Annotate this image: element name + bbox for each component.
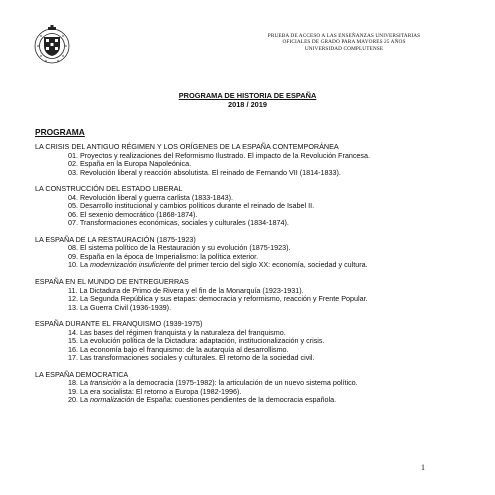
item-text: 20. La — [68, 395, 90, 405]
title-year: 2018 / 2019 — [227, 100, 268, 109]
item-text: 13. La Guerra Civil (1936-1939). — [68, 302, 172, 312]
item-text: 09. España en la época de Imperialismo: la política exterior. — [68, 251, 259, 261]
item-emphasis: modernización insuficiente — [89, 260, 175, 270]
item-text: de España: cuestiones pendientes de la democracia española. — [134, 395, 337, 405]
section-title: LA ESPAÑA DEMOCRATICA — [35, 369, 129, 379]
syllabus-item — [35, 304, 475, 313]
syllabus-item — [35, 354, 475, 363]
syllabus-section — [35, 371, 475, 405]
header-line: UNIVERSIDAD COMPLUTENSE — [304, 45, 384, 52]
section-title: ESPAÑA EN EL MUNDO DE ENTREGUERRAS — [35, 277, 189, 287]
syllabus-section — [35, 278, 475, 312]
item-text: 01. Proyectos y realizaciones del Reformismo Ilustrado. El impacto de la Revolución Francesa. — [68, 150, 371, 160]
syllabus-section — [35, 185, 475, 228]
item-emphasis: transición — [89, 378, 121, 388]
institution-header — [229, 33, 459, 52]
syllabus-section — [35, 143, 475, 177]
header-line: PRUEBA DE ACCESO A LAS ENSEÑANZAS UNIVERSITARIAS — [267, 33, 421, 39]
title-line: PROGRAMA DE HISTORIA DE ESPAÑA — [178, 91, 317, 100]
item-text: del primer tercio del siglo XX: economía, sociedad y cultura. — [174, 260, 368, 270]
item-text: 10. La — [68, 260, 90, 270]
item-text: 03. Revolución liberal y reacción absolutista. El reinado de Fernando VII (1814-1833). — [68, 167, 341, 177]
item-text: 14. Las bases del régimen franquista y la naturaleza del franquismo. — [68, 327, 286, 337]
item-text: 18. La — [68, 378, 90, 388]
item-text: 04. Revolución liberal y guerra carlista (1833-1843). — [68, 192, 234, 202]
page-number: 1 — [421, 463, 425, 472]
item-text: 06. El sexenio democrático (1868-1874). — [68, 209, 198, 219]
section-title: LA CRISIS DEL ANTIGUO RÉGIMEN Y LOS ORÍGENES DE LA ESPAÑA CONTEMPORÁNEA — [35, 142, 339, 151]
header-line: OFICIALES DE GRADO PARA MAYORES 25 AÑOS — [282, 39, 406, 46]
programa-heading: PROGRAMA — [35, 127, 85, 137]
syllabus-item — [35, 396, 475, 405]
item-emphasis: normalización — [89, 395, 135, 405]
item-text: 11. La Dictadura de Primo de Rivera y el fin de la Monarquía (1923-1931). — [68, 285, 304, 295]
item-text: 08. El sistema político de la Restauración y su evolución (1875-1923). — [68, 243, 291, 253]
item-text: 07. Transformaciones económicas, sociales y culturales (1834-1874). — [68, 218, 289, 228]
item-text: 05. Desarrollo institucional y cambios políticos durante el reinado de Isabel II. — [68, 201, 315, 211]
syllabus-item — [35, 219, 475, 228]
section-title: LA CONSTRUCCIÓN DEL ESTADO LIBERAL — [35, 184, 183, 194]
syllabus-item — [35, 261, 475, 270]
item-text: 16. La economía bajo el franquismo: de la autarquía al desarrollismo. — [68, 344, 289, 354]
item-text: 15. La evolución política de la Dictadura: adaptación, institucionalización y crisis. — [68, 336, 325, 346]
syllabus-section — [35, 236, 475, 270]
syllabus-content — [35, 143, 475, 413]
section-title: LA ESPAÑA DE LA RESTAURACIÓN (1875-1923) — [35, 234, 196, 244]
document-title — [0, 91, 495, 109]
item-text: 19. La era socialista: El retorno a Europa (1982-1996). — [68, 386, 242, 396]
syllabus-item — [35, 169, 475, 178]
university-seal-icon — [34, 24, 70, 68]
item-text: 17. Las transformaciones sociales y culturales. El retorno de la sociedad civil. — [68, 353, 315, 363]
syllabus-section — [35, 320, 475, 363]
item-text: a la democracia (1975-1982): la articulación de un nuevo sistema político. — [120, 378, 358, 388]
section-title: ESPAÑA DURANTE EL FRANQUISMO (1939-1975) — [35, 319, 203, 329]
item-text: 12. La Segunda República y sus etapas: democracia y reformismo, reacción y Frente Popular. — [68, 294, 368, 304]
item-text: 02. España en la Europa Napoleónica. — [68, 159, 192, 168]
